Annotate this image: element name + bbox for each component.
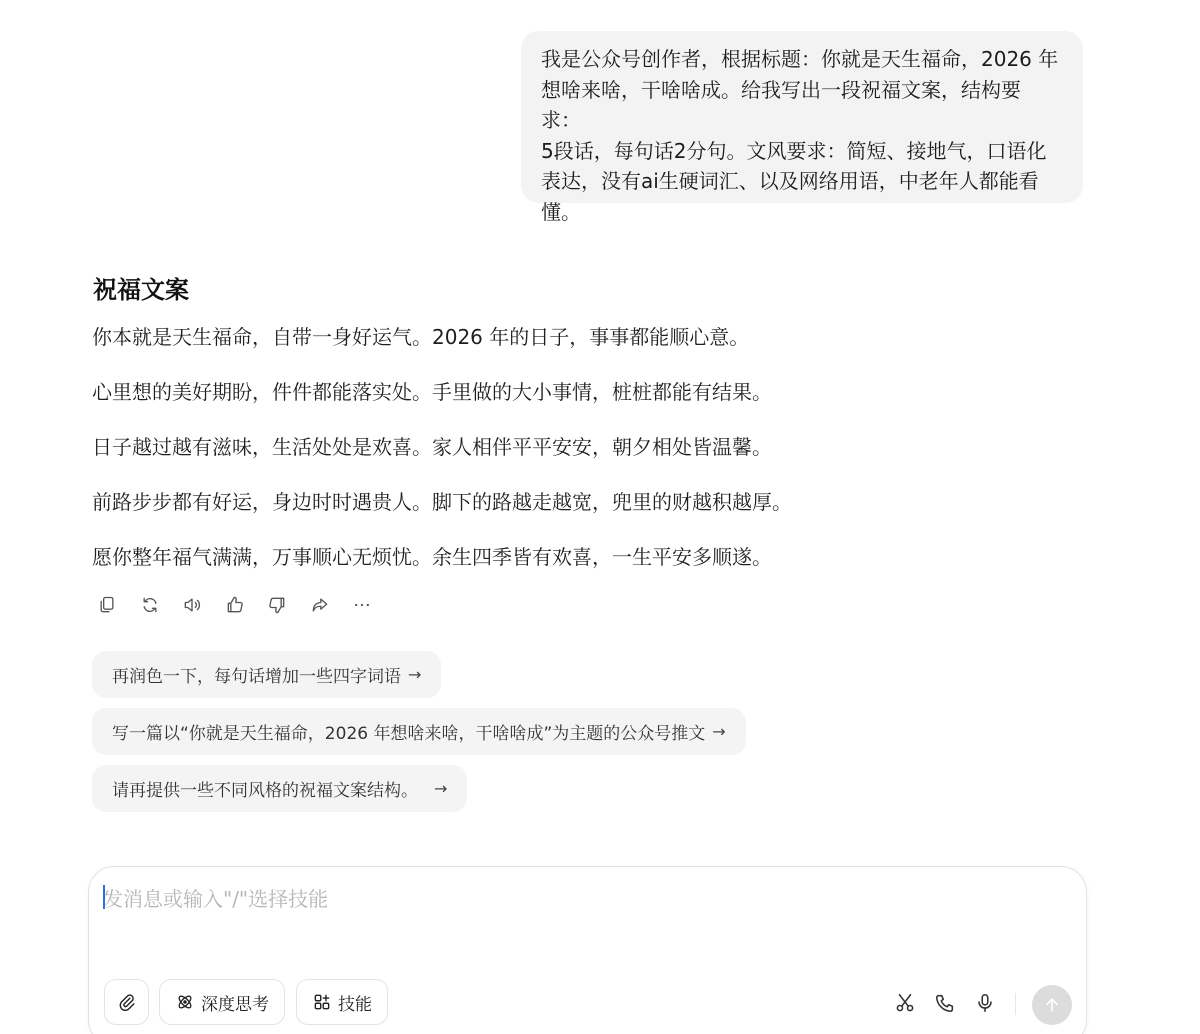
share-button[interactable] xyxy=(305,590,335,620)
user-message-line: 5段话，每句话2分句。文风要求：简短、接地气，口语化 xyxy=(541,138,1047,163)
more-button[interactable] xyxy=(347,590,377,620)
user-message-line: 懂。 xyxy=(541,199,581,224)
send-button[interactable] xyxy=(1032,985,1072,1025)
answer-paragraph: 日子越过越有滋味，生活处处是欢喜。家人相伴平平安安，朝夕相处皆温馨。 xyxy=(92,435,772,459)
skills-button[interactable] xyxy=(296,979,388,1025)
suggestion-chip[interactable] xyxy=(92,765,467,812)
user-message-line: 我是公众号创作者，根据标题：你就是天生福命，2026 年 xyxy=(541,47,1059,71)
arrow-right-icon: → xyxy=(408,665,422,684)
skills-icon xyxy=(312,992,332,1012)
suggestion-chip[interactable] xyxy=(92,651,441,698)
skills-label: 技能 xyxy=(338,994,372,1015)
answer-paragraph: 愿你整年福气满满，万事顺心无烦忧。余生四季皆有欢喜，一生平安多顺遂。 xyxy=(92,545,772,569)
copy-button[interactable] xyxy=(92,590,122,620)
suggestion-label: 请再提供一些不同风格的祝福文案结构。 xyxy=(112,781,418,801)
attach-button[interactable] xyxy=(104,979,149,1025)
deep-think-label: 深度思考 xyxy=(201,994,269,1015)
suggestion-label: 写一篇以“你就是天生福命，2026 年想啥来啥，干啥啥成”为主题的公众号推文 xyxy=(112,724,706,744)
message-composer xyxy=(88,866,1087,1034)
attach-icon xyxy=(117,992,137,1012)
message-input[interactable] xyxy=(103,883,1063,943)
deep-think-icon xyxy=(175,992,195,1012)
regenerate-button[interactable] xyxy=(135,590,165,620)
user-message-bubble xyxy=(521,31,1083,224)
answer-action-bar xyxy=(92,590,390,620)
answer-paragraph: 心里想的美好期盼，件件都能落实处。手里做的大小事情，桩桩都能有结果。 xyxy=(92,380,772,404)
answer-title: 祝福文案 xyxy=(93,276,189,304)
answer-paragraph: 前路步步都有好运，身边时时遇贵人。脚下的路越走越宽，兜里的财越积越厚。 xyxy=(92,490,792,514)
microphone-icon xyxy=(974,992,996,1014)
like-icon xyxy=(225,595,245,615)
arrow-right-icon: → xyxy=(434,779,448,798)
dislike-button[interactable] xyxy=(262,590,292,620)
more-icon xyxy=(352,595,372,615)
text-caret xyxy=(103,885,105,909)
scissors-icon xyxy=(894,992,916,1014)
toolbar-divider xyxy=(1015,993,1016,1015)
screenshot-button[interactable] xyxy=(891,989,919,1017)
answer-paragraph: 你本就是天生福命，自带一身好运气。2026 年的日子，事事都能顺心意。 xyxy=(92,325,750,349)
copy-icon xyxy=(97,595,117,615)
dislike-icon xyxy=(267,595,287,615)
like-button[interactable] xyxy=(220,590,250,620)
arrow-right-icon: → xyxy=(712,722,726,741)
phone-icon xyxy=(934,992,956,1014)
deep-think-button[interactable] xyxy=(159,979,285,1025)
user-message-line: 想啥来啥，干啥啥成。给我写出一段祝福文案，结构要求： xyxy=(541,77,1021,132)
regenerate-icon xyxy=(140,595,160,615)
voice-input-button[interactable] xyxy=(971,989,999,1017)
share-icon xyxy=(310,595,330,615)
read-aloud-button[interactable] xyxy=(177,590,207,620)
call-button[interactable] xyxy=(931,989,959,1017)
user-message-line: 表达，没有ai生硬词汇、以及网络用语，中老年人都能看 xyxy=(541,169,1039,193)
read-aloud-icon xyxy=(182,595,202,615)
suggestion-label: 再润色一下，每句话增加一些四字词语 xyxy=(112,667,401,687)
send-arrow-icon xyxy=(1042,995,1062,1015)
suggestion-chip[interactable] xyxy=(92,708,746,755)
